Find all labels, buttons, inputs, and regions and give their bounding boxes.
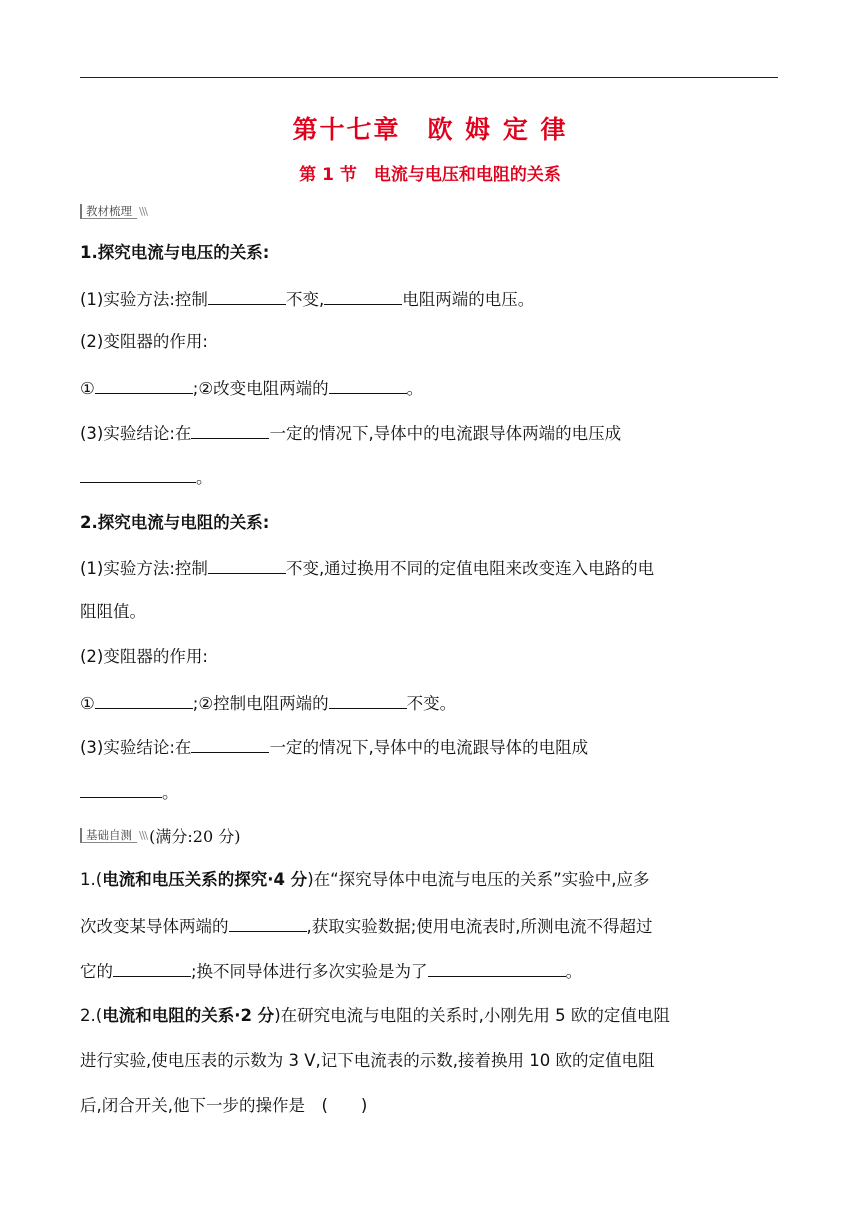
text: 。 [196, 468, 213, 487]
text: 一定的情况下,导体中的电流跟导体两端的电压成 [269, 424, 622, 443]
fill-blank[interactable] [329, 690, 407, 709]
score-note: (满分:20 分) [149, 826, 241, 846]
text: ① [80, 379, 95, 398]
part2-conclusion [80, 734, 780, 760]
q1-line1 [80, 868, 780, 892]
q1-line2 [80, 913, 780, 939]
part1-method [80, 286, 780, 312]
part2-method-cont: 阻阻值。 [80, 602, 146, 621]
question-tag: 电流和电阻的关系·2 分 [102, 1006, 275, 1025]
question-number: 1.( [80, 870, 103, 889]
part2-conclusion-cont [80, 779, 780, 805]
text: ① [80, 694, 95, 713]
fill-blank[interactable] [191, 420, 269, 439]
text: 不变,通过换用不同的定值电阻来改变连入电路的电 [285, 559, 655, 578]
part1-conclusion [80, 420, 780, 446]
text: ;换不同导体进行多次实验是为了 [191, 962, 428, 981]
self-test-badge [80, 826, 240, 844]
header-rule [80, 77, 778, 78]
part1-rheostat-roles [80, 375, 780, 401]
fill-blank[interactable] [95, 690, 193, 709]
badge-slashes: \\\ [139, 204, 148, 218]
text: (3)实验结论:在 [80, 424, 192, 443]
fill-blank[interactable] [329, 375, 407, 394]
fill-blank[interactable] [80, 464, 196, 483]
badge-label: 基础自测 [80, 828, 137, 843]
fill-blank[interactable] [428, 958, 566, 977]
badge-label: 教材梳理 [80, 204, 137, 219]
text: (1)实验方法:控制 [80, 559, 208, 578]
chapter-title: 第十七章 欧 姆 定 律 [292, 115, 568, 144]
fill-blank[interactable] [229, 913, 307, 932]
text: 它的 [80, 962, 113, 981]
part1-rheostat-heading: (2)变阻器的作用: [80, 332, 208, 351]
text: ;②控制电阻两端的 [192, 694, 329, 713]
section-title: 第 1 节 电流与电压和电阻的关系 [299, 165, 561, 185]
part2-method [80, 555, 780, 581]
text: (3)实验结论:在 [80, 738, 192, 757]
text: 。 [565, 962, 583, 981]
text: )在研究电流与电阻的关系时,小刚先用 5 欧的定值电阻 [274, 1006, 670, 1025]
fill-blank[interactable] [113, 958, 191, 977]
text: 次改变某导体两端的 [80, 917, 229, 936]
part2-heading: 2.探究电流与电阻的关系: [80, 513, 270, 532]
text: 不变。 [406, 694, 457, 713]
part1-heading: 1.探究电流与电压的关系: [80, 243, 270, 262]
text: (1)实验方法:控制 [80, 290, 208, 309]
text: 一定的情况下,导体中的电流跟导体的电阻成 [269, 738, 589, 757]
q2-line3: 后,闭合开关,他下一步的操作是 ( ) [80, 1096, 368, 1115]
fill-blank[interactable] [324, 286, 402, 305]
fill-blank[interactable] [80, 779, 162, 798]
question-tag: 电流和电压关系的探究·4 分 [102, 870, 308, 889]
fill-blank[interactable] [208, 555, 286, 574]
q1-line3 [80, 958, 780, 984]
text: )在“探究导体中电流与电压的关系”实验中,应多 [307, 870, 650, 889]
q2-line2: 进行实验,使电压表的示数为 3 V,记下电流表的示数,接着换用 10 欧的定值电阻 [80, 1051, 655, 1070]
fill-blank[interactable] [191, 734, 269, 753]
text: 不变, [285, 290, 325, 309]
badge-slashes: \\\ [139, 828, 148, 842]
textbook-review-badge [80, 202, 147, 220]
fill-blank[interactable] [208, 286, 286, 305]
question-number: 2.( [80, 1006, 103, 1025]
part2-rheostat-heading: (2)变阻器的作用: [80, 647, 208, 666]
text: ,获取实验数据;使用电流表时,所测电流不得超过 [306, 917, 653, 936]
text: ;②改变电阻两端的 [192, 379, 329, 398]
q2-line1 [80, 1004, 780, 1028]
fill-blank[interactable] [95, 375, 193, 394]
text: 。 [162, 783, 179, 802]
part2-rheostat-roles [80, 690, 780, 716]
text: 。 [406, 379, 424, 398]
part1-conclusion-cont [80, 464, 780, 490]
text: 电阻两端的电压。 [402, 290, 535, 309]
